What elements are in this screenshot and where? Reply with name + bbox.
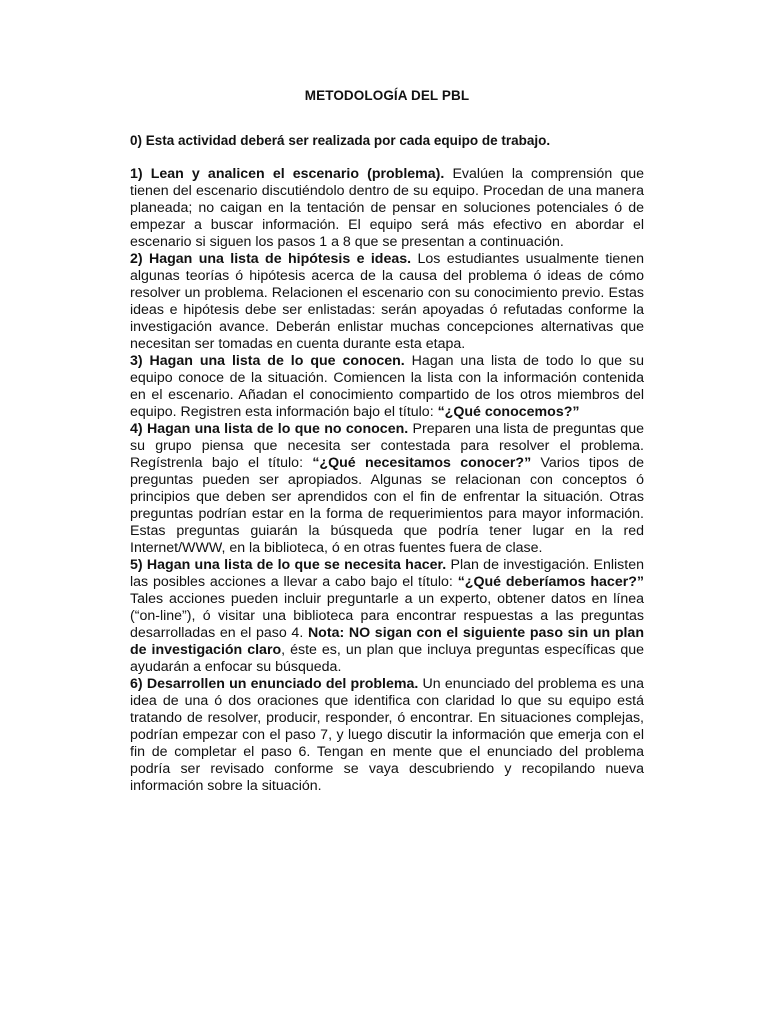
step-3-paragraph [130, 353, 644, 421]
page-title: METODOLOGÍA DEL PBL [304, 88, 470, 103]
step-6-text: Un enunciado del problema es una idea de una ó dos oraciones que identifica con claridad lo que su equipo está tratando de resolver, producir, responder, ó encontrar. En situaciones complejas, podrían empezar con el paso 7, y luego discutir la información que emerja con el fin de completar el paso 6. Tengan en mente que el enunciado del problema podría ser revisado conforme se vaya descubriendo y recopilando nueva información sobre la situación. [130, 676, 644, 794]
step-1-paragraph [130, 166, 644, 251]
step-3-quote: “¿Qué conocemos?” [437, 404, 580, 420]
step-4-text-b: Varios tipos de preguntas pueden ser apropiados. Algunas se relacionan con conceptos ó principios que deben ser aprendidos con el fin de enfrentar la situación. Otras preguntas podrían estar en la forma de requerimientos para mayor información. Estas preguntas guiarán la búsqueda que podría tener lugar en la red Internet/WWW, en la biblioteca, ó en otras fuentes fuera de clase. [130, 455, 644, 556]
step-5-note: Nota: NO sigan con el siguiente paso sin un plan de investigación claro [130, 625, 644, 658]
step-5-quote: “¿Qué deberíamos hacer?” [457, 574, 644, 590]
step-5-text-c: , éste es, un plan que incluya preguntas específicas que ayudarán a enfocar su búsqueda. [130, 642, 644, 675]
step-6-heading: 6) Desarrollen un enunciado del problema. [130, 676, 419, 692]
step-1-heading: 1) Lean y analicen el escenario (problema). [130, 166, 445, 182]
step-4-heading: 4) Hagan una lista de lo que no conocen. [130, 421, 409, 437]
step-4-text-a: Preparen una lista de preguntas que su grupo piensa que necesita ser contestada para resolver el problema. Regístrenla bajo el título: [130, 421, 644, 471]
step-3-text: Hagan una lista de todo lo que su equipo conoce de la situación. Comiencen la lista con la información contenida en el escenario. Añadan el conocimiento compartido de los otros miembros del equipo. Registren esta información bajo el título: [130, 353, 644, 420]
step-2-text: Los estudiantes usualmente tienen algunas teorías ó hipótesis acerca de la causa del problema ó ideas de cómo resolver un problema. Relacionen el escenario con su conocimiento previo. Estas ideas e hipótesis debe ser enlistadas: serán apoyadas ó refutadas conforme la investigación avance. Deberán enlistar muchas concepciones alternativas que necesitan ser tomadas en cuenta durante esta etapa. [130, 251, 644, 352]
intro-paragraph: 0) Esta actividad deberá ser realizada por cada equipo de trabajo. [130, 133, 551, 148]
step-1-text: Evalúen la comprensión que tienen del escenario discutiéndolo dentro de su equipo. Procedan de una manera planeada; no caigan en la tentación de pensar en soluciones potenciales ó de empezar a buscar información. El equipo será más efectivo en abordar el escenario si siguen los pasos 1 a 8 que se presentan a continuación. [130, 166, 644, 250]
step-5-text-a: Plan de investigación. Enlisten las posibles acciones a llevar a cabo bajo el título: [130, 557, 644, 590]
step-3-heading: 3) Hagan una lista de lo que conocen. [130, 353, 405, 369]
step-5-paragraph [130, 557, 644, 676]
step-5-text-b: Tales acciones pueden incluir preguntarle a un experto, obtener datos en línea (“on-line”), ó visitar una biblioteca para encontrar respuestas a las preguntas desarrolladas en el paso 4. [130, 591, 644, 641]
step-2-paragraph [130, 251, 644, 353]
step-2-heading: 2) Hagan una lista de hipótesis e ideas. [130, 251, 412, 267]
step-4-quote: “¿Qué necesitamos conocer?” [312, 455, 532, 471]
step-6-paragraph [130, 676, 644, 795]
step-5-heading: 5) Hagan una lista de lo que se necesita hacer. [130, 557, 447, 573]
step-4-paragraph [130, 421, 644, 557]
